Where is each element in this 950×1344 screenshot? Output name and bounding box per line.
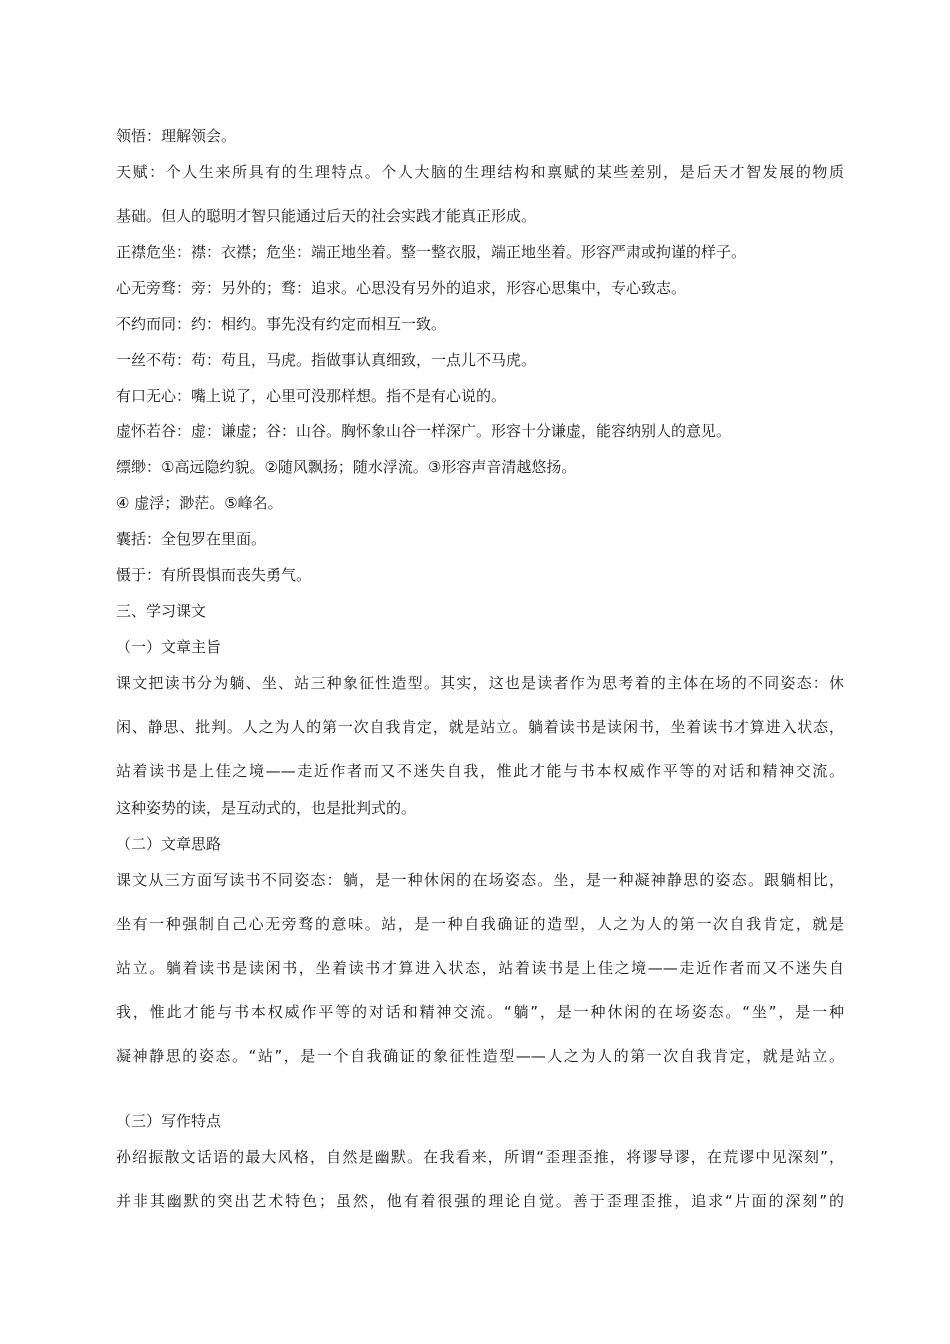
- paragraph-xuhuai: 虚怀若谷：虚：谦虚；谷：山谷。胸怀象山谷一样深广。形容十分谦虚，能容纳别人的意见。: [116, 422, 732, 440]
- zhuzhi-line-1: 课文把读书分为躺、坐、站三种象征性造型。其实，这也是读者作为思考着的主体在场的不同姿态：休: [116, 674, 844, 692]
- subheading-2: （二）文章思路: [116, 835, 222, 853]
- paragraph-yisi: 一丝不苟：苟：苟且，马虎。指做事认真细致，一点儿不马虎。: [116, 351, 537, 369]
- zhuzhi-line-2: 闲、静思、批判。人之为人的第一次自我肯定，就是站立。躺着读书是读闲书，坐着读书才算进入状态，: [116, 718, 844, 736]
- paragraph-xinwu: 心无旁骛：旁：另外的；骛：追求。心思没有另外的追求，形容心思集中，专心致志。: [116, 279, 687, 297]
- zhuzhi-line-4: 这种姿势的读，是互动式的，也是批判式的。: [116, 799, 417, 817]
- zhuzhi-line-3: 站着读书是上佳之境——走近作者而又不迷失自我，惟此才能与书本权威作平等的对话和精神交流。: [116, 762, 844, 780]
- tedian-line-1: 孙绍振散文话语的最大风格，自然是幽默。在我看来，所谓“歪理歪推，将谬导谬，在荒谬中见深刻”，: [116, 1148, 844, 1166]
- silu-line-4: 我，惟此才能与书本权威作平等的对话和精神交流。“躺”，是一种休闲的在场姿态。“坐”，是一种: [116, 1003, 844, 1021]
- silu-line-3: 站立。躺着读书是读闲书，坐着读书才算进入状态，站着读书是上佳之境——走近作者而又不迷失自: [116, 959, 844, 977]
- paragraph-lingwu: 领悟：理解领会。: [116, 127, 237, 145]
- section-heading-3: 三、学习课文: [116, 602, 207, 620]
- paragraph-piaomiao: 缥缈：①高远隐约貌。②随风飘扬；随水浮流。③形容声音清越悠扬。: [116, 458, 577, 476]
- subheading-3: （三）写作特点: [116, 1112, 222, 1130]
- paragraph-tianfu-2: 基础。但人的聪明才智只能通过后天的社会实践才能真正形成。: [116, 207, 537, 225]
- paragraph-buyue: 不约而同：约：相约。事先没有约定而相互一致。: [116, 315, 447, 333]
- paragraph-piaomiao-cont: ④ 虚浮；渺茫。⑤峰名。: [116, 494, 283, 512]
- silu-line-1: 课文从三方面写读书不同姿态：躺，是一种休闲的在场姿态。坐，是一种凝神静思的姿态。跟躺相比，: [116, 871, 844, 889]
- subheading-1: （一）文章主旨: [116, 638, 222, 656]
- paragraph-youkou: 有口无心：嘴上说了，心里可没那样想。指不是有心说的。: [116, 387, 507, 405]
- paragraph-nangkuo: 囊括：全包罗在里面。: [116, 530, 267, 548]
- tedian-line-2: 并非其幽默的突出艺术特色；虽然，他有着很强的理论自觉。善于歪理歪推，追求“片面的深刻”的: [116, 1192, 844, 1210]
- paragraph-tianfu-1: 天赋：个人生来所具有的生理特点。个人大脑的生理结构和禀赋的某些差别，是后天才智发展的物质: [116, 163, 844, 181]
- silu-line-5: 凝神静思的姿态。“站”，是一个自我确证的象征性造型——人之为人的第一次自我肯定，就是站立。: [116, 1047, 844, 1065]
- silu-line-2: 坐有一种强制自己心无旁骛的意味。站，是一种自我确证的造型，人之为人的第一次自我肯定，就是: [116, 915, 844, 933]
- paragraph-zhengjin: 正襟危坐：襟：衣襟；危坐：端正地坐着。整一整衣服，端正地坐着。形容严肃或拘谨的样子。: [116, 243, 747, 261]
- paragraph-sheyu: 慑于：有所畏惧而丧失勇气。: [116, 566, 312, 584]
